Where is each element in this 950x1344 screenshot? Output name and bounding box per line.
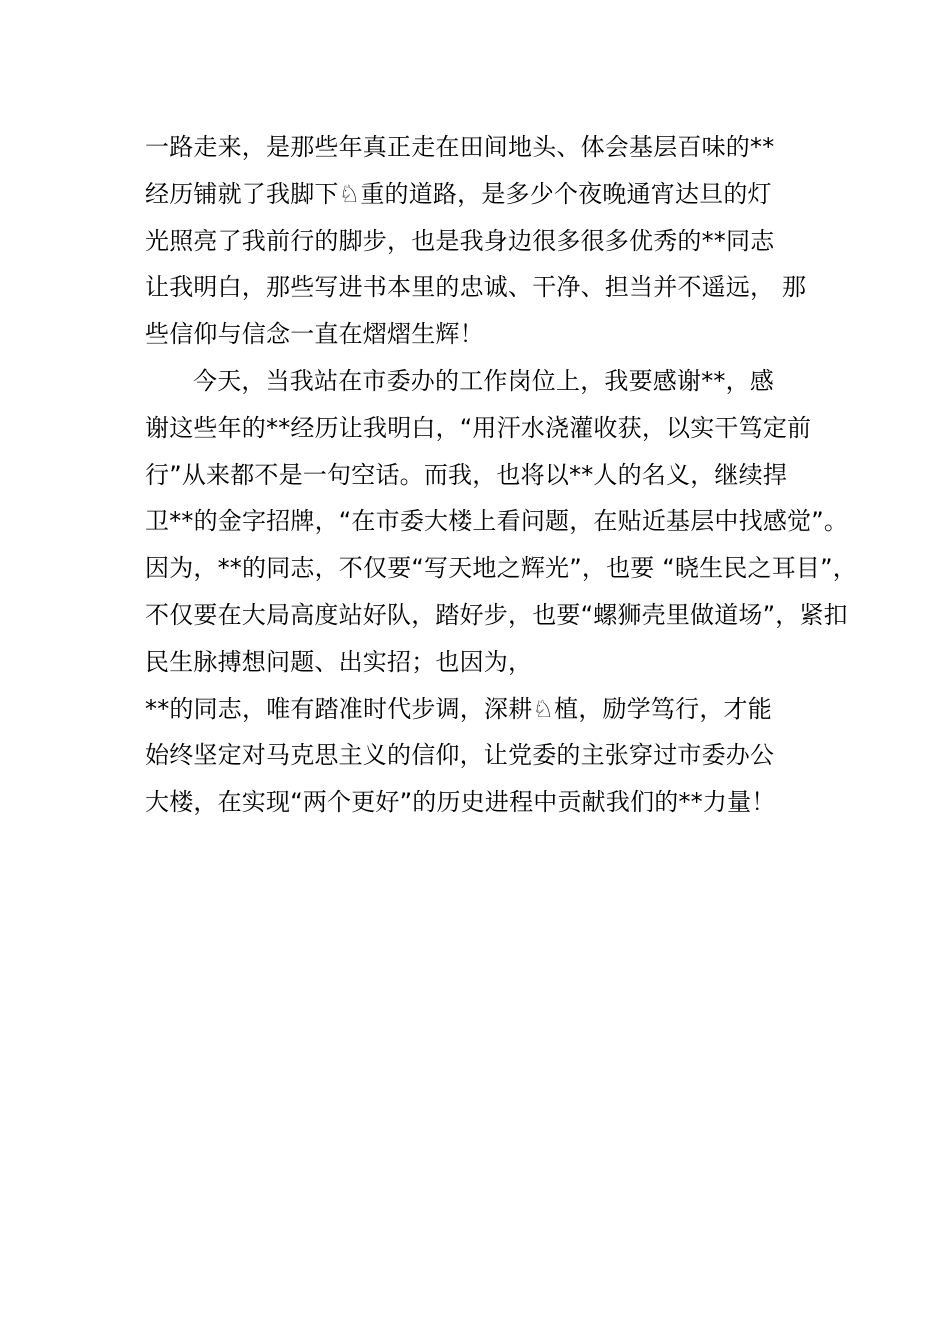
text-line: 一路走来，是那些年真正走在田间地头、体会基层百味的**	[145, 133, 775, 161]
text-line: **的同志，唯有踏准时代步调，深耕♘植，励学笃行，才能	[145, 694, 772, 723]
text-line: 经历铺就了我脚下♘重的道路，是多少个夜晚通宵达旦的灯	[145, 179, 772, 208]
text-line: 些信仰与信念一直在熠熠生辉！	[145, 320, 484, 349]
text-line: 光照亮了我前行的脚步，也是我身边很多很多优秀的**同志	[145, 226, 775, 255]
text-line: 民生脉搏想问题、出实招；也因为，	[145, 647, 533, 676]
text-line: 大楼，在实现“两个更好”的历史进程中贡献我们的**力量！	[145, 788, 776, 817]
text-line: 让我明白，那些写进书本里的忠诚、干净、担当并不遥远， 那	[145, 273, 807, 302]
text-line: 因为，**的同志，不仅要“写天地之辉光”，也要 “晓生民之耳目”，	[145, 554, 857, 583]
text-line: 卫**的金字招牌，“在市委大楼上看问题，在贴近基层中找感觉”。	[145, 507, 849, 536]
paragraph-start-line: 今天，当我站在市委办的工作岗位上，我要感谢**，感	[193, 366, 774, 395]
text-line: 行”从来都不是一句空话。而我，也将以**人的名义，继续捍	[145, 460, 788, 489]
text-line: 不仅要在大局高度站好队，踏好步，也要“螺狮壳里做道场”，紧扣	[145, 600, 848, 629]
text-line: 谢这些年的**经历让我明白，“用汗水浇灌收获，以实干笃定前	[145, 413, 812, 442]
body-text	[145, 124, 865, 826]
text-line: 始终坚定对马克思主义的信仰，让党委的主张穿过市委办公	[145, 741, 775, 770]
